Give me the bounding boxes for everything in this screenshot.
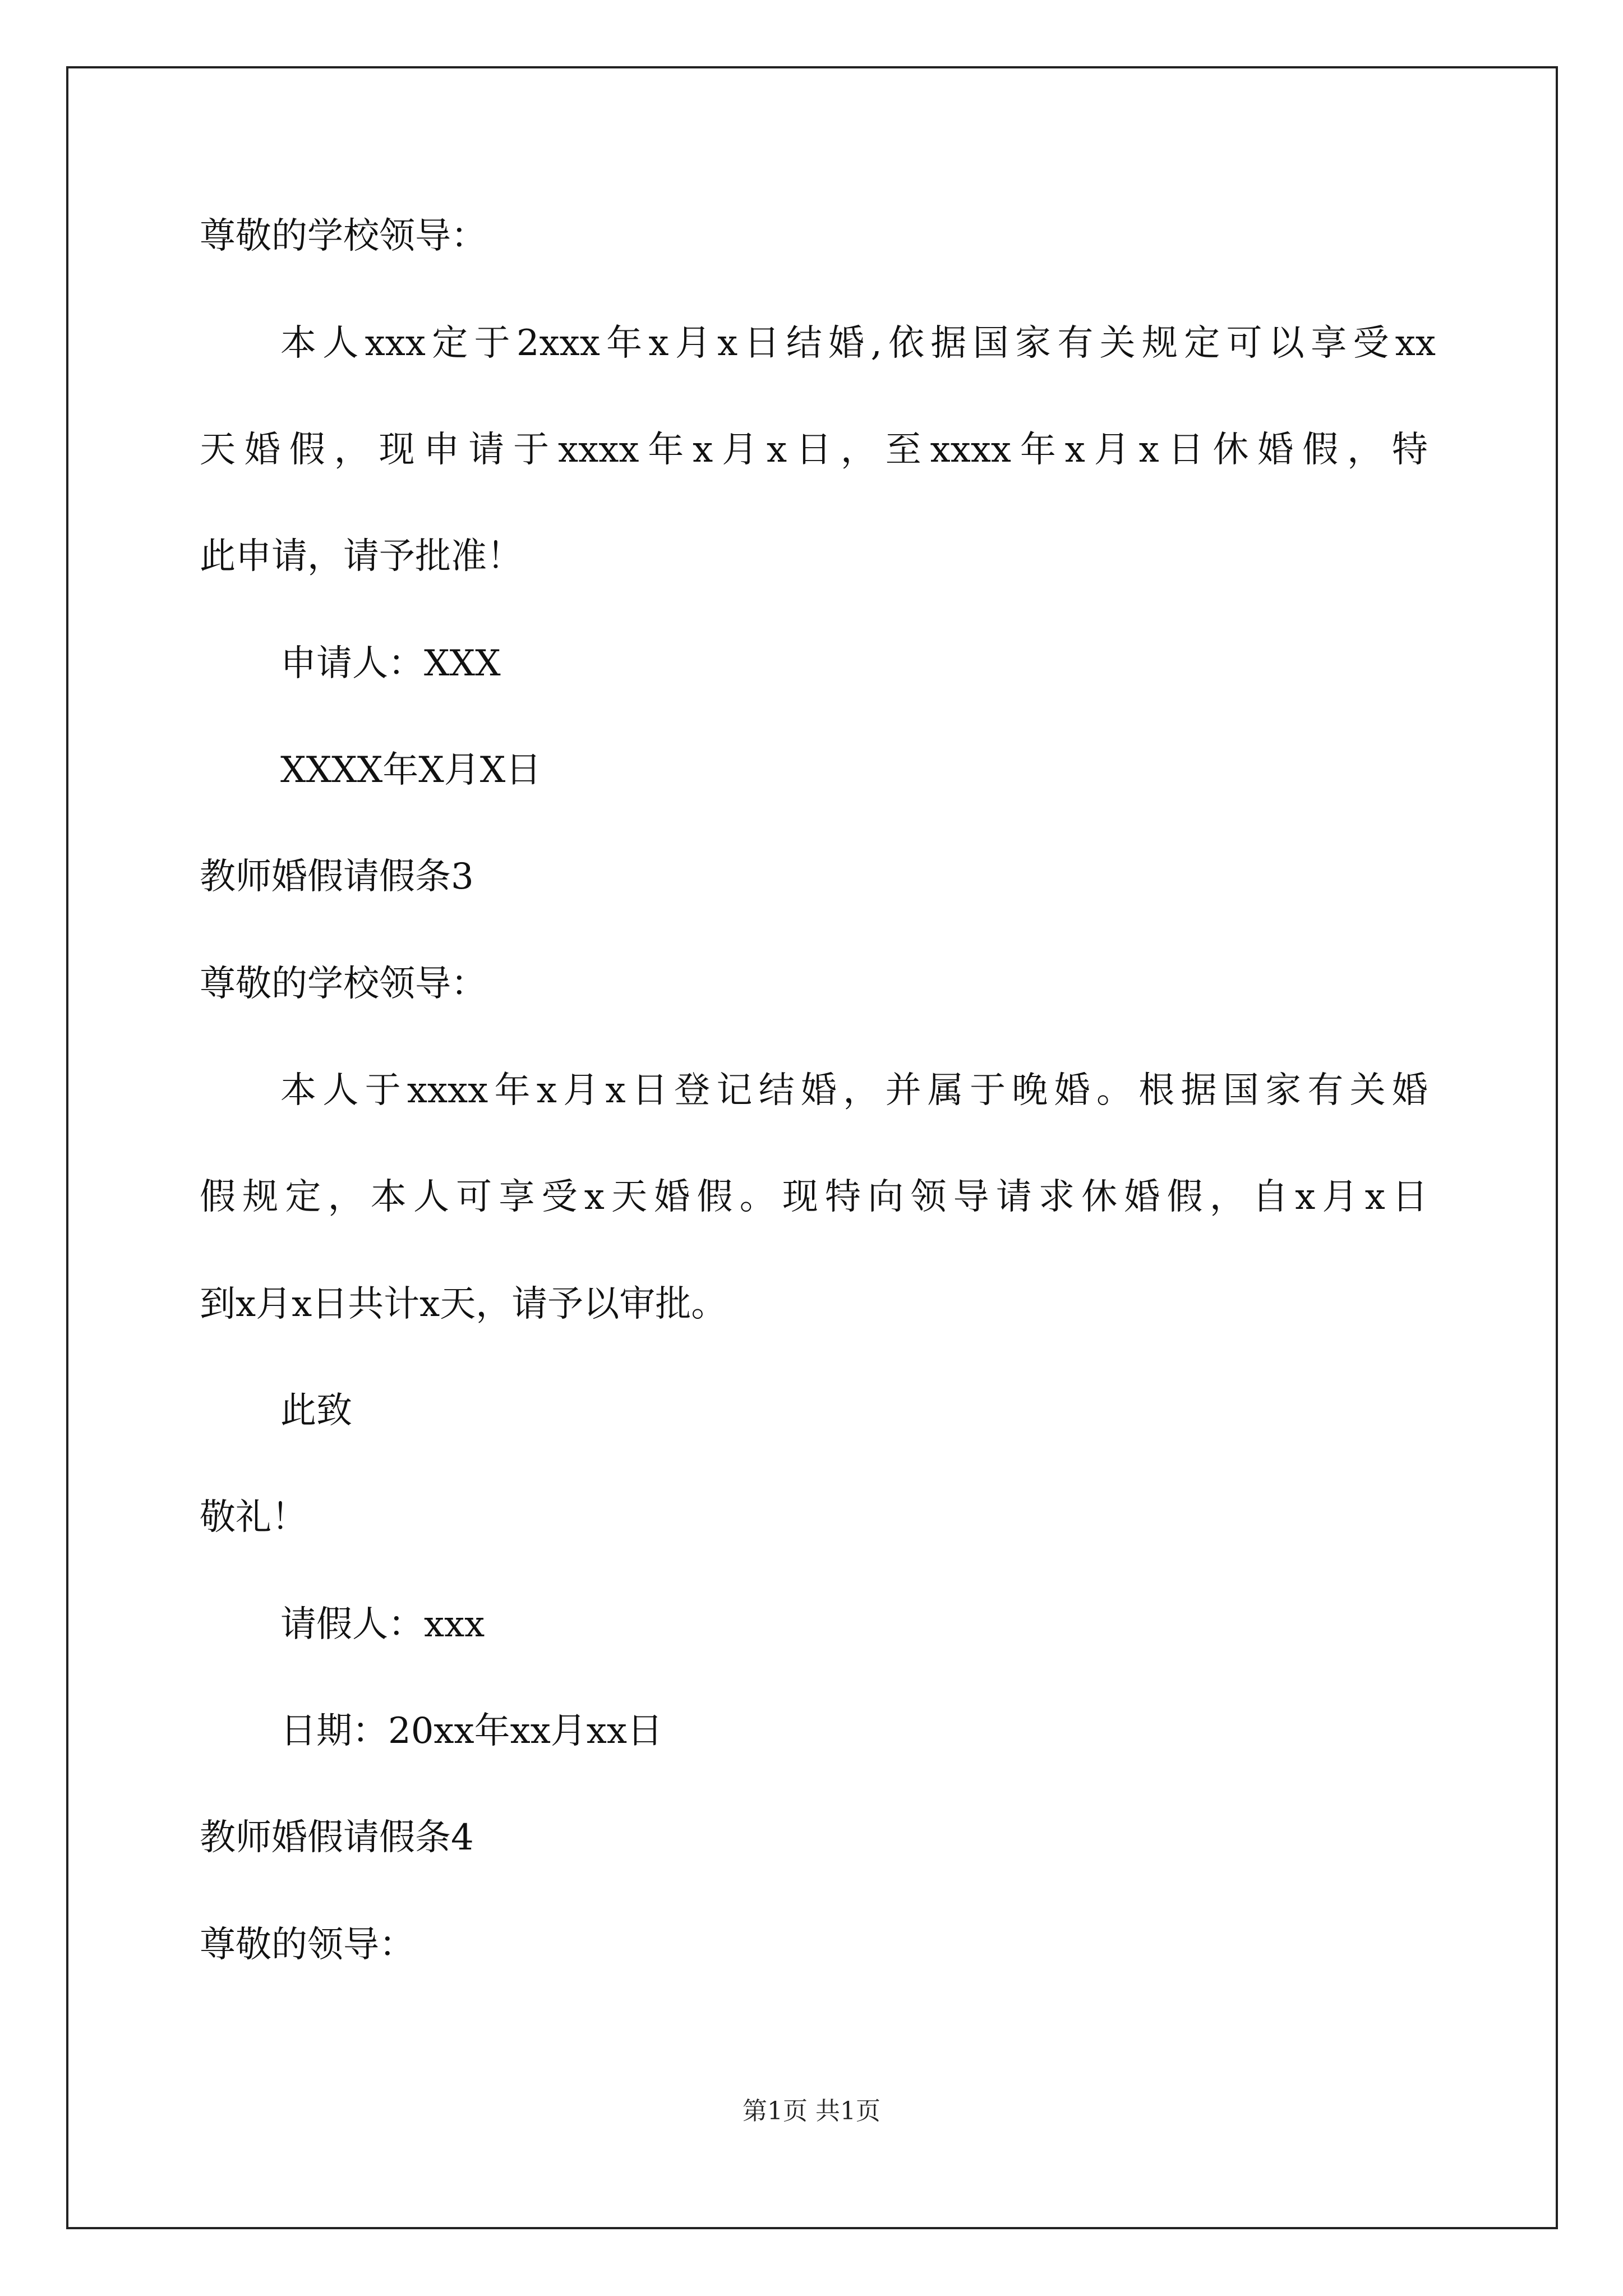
section-title: 教师婚假请假条4 [200,1817,474,1858]
salutation: 尊敬的学校领导： [200,963,487,1005]
closing-line: 敬礼！ [200,1497,307,1538]
page-footer: 第1页 共1页 [743,2097,880,2125]
paragraph-line: 假规定，本人可享受x天婚假。现特向领导请求休婚假，自x月x日 [200,1176,1428,1218]
salutation: 尊敬的学校领导： [200,215,487,257]
paragraph-line: 本人于xxxx年x月x日登记结婚，并属于晚婚。根据国家有关婚 [280,1070,1428,1111]
paragraph-line: 到x月x日共计x天，请予以审批。 [200,1283,727,1325]
date-line: 日期：20xx年xx月xx日 [280,1710,663,1752]
applicant-line: 申请人：XXX [280,643,501,684]
salutation: 尊敬的领导： [200,1924,415,1966]
paragraph-line: 此申请，请予批准！ [200,536,523,577]
closing-line: 此致 [280,1390,352,1432]
page-border [66,66,1558,2229]
section-title: 教师婚假请假条3 [200,856,474,898]
paragraph-line: 本人xxx定于2xxx年x月x日结婚,依据国家有关规定可以享受xx [280,323,1436,364]
date-line: XXXX年X月X日 [280,749,542,791]
paragraph-line: 天婚假，现申请于xxxx年x月x日，至xxxx年x月x日休婚假，特 [200,429,1428,471]
applicant-line: 请假人：xxx [280,1604,485,1645]
